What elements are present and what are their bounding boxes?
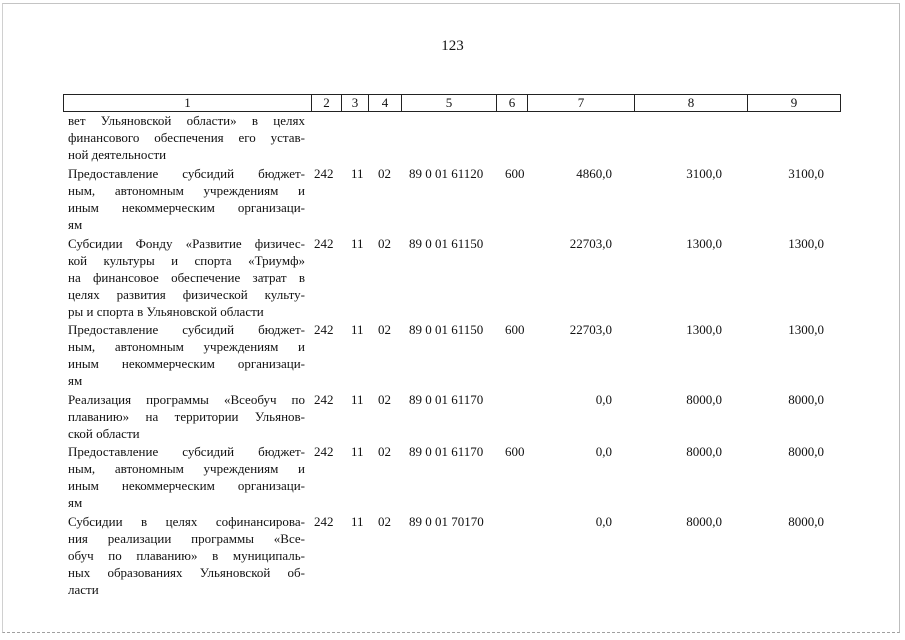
cell-col-2: 242 [314, 392, 334, 407]
row-name-line: ласти [68, 582, 99, 597]
cell-col-4: 02 [378, 236, 391, 251]
row-name-line: на финансовое обеспечение затрат в [68, 270, 305, 285]
header-col-5: 5 [402, 95, 497, 111]
row-name-line: плаванию» на территории Ульянов- [68, 409, 305, 424]
cell-col-9: 8000,0 [788, 392, 824, 407]
cell-col-7: 22703,0 [569, 236, 612, 251]
continuation-line: вет Ульяновской области» в целях [68, 113, 305, 128]
cell-col-6: 600 [505, 166, 525, 181]
row-name-line: ям [68, 373, 83, 388]
row-name-line: Предоставление субсидий бюджет- [68, 322, 305, 337]
cell-col-4: 02 [378, 166, 391, 181]
row-name-line: ния реализации программы «Все- [68, 531, 305, 546]
row-name-line: ям [68, 495, 83, 510]
row-name-line: кой культуры и спорта «Триумф» [68, 253, 305, 268]
row-name-line: Субсидии в целях софинансирова- [68, 514, 305, 529]
row-name [68, 321, 305, 389]
header-col-4: 4 [369, 95, 402, 111]
cell-col-7: 22703,0 [569, 322, 612, 337]
cell-col-3: 11 [351, 514, 364, 529]
cell-col-9: 8000,0 [788, 514, 824, 529]
row-name-line: ных образованиях Ульяновской об- [68, 565, 305, 580]
table-header [63, 94, 841, 112]
row-name-line: ской области [68, 426, 140, 441]
cell-col-8: 8000,0 [686, 444, 722, 459]
cell-col-3: 11 [351, 322, 364, 337]
cell-col-7: 0,0 [595, 392, 612, 407]
row-name-line: ным, автономным учреждениям и [68, 461, 305, 476]
row-name-line: иным некоммерческим организаци- [68, 200, 305, 215]
cell-col-5: 89 0 01 61150 [409, 236, 484, 251]
cell-col-9: 8000,0 [788, 444, 824, 459]
cell-col-5: 89 0 01 61120 [409, 166, 484, 181]
cell-col-8: 1300,0 [686, 236, 722, 251]
row-name-line: Предоставление субсидий бюджет- [68, 166, 305, 181]
header-col-3: 3 [342, 95, 369, 111]
header-col-8: 8 [635, 95, 748, 111]
row-name [68, 235, 305, 320]
cell-col-9: 1300,0 [788, 236, 824, 251]
cell-col-7: 0,0 [595, 444, 612, 459]
cell-col-6: 600 [505, 444, 525, 459]
cell-col-3: 11 [351, 236, 364, 251]
cell-col-5: 89 0 01 61170 [409, 444, 484, 459]
row-name [68, 443, 305, 511]
cell-col-3: 11 [351, 392, 364, 407]
row-name-line: обуч по плаванию» в муниципаль- [68, 548, 305, 563]
row-name-line: ры и спорта в Ульяновской области [68, 304, 264, 319]
row-name-line: иным некоммерческим организаци- [68, 478, 305, 493]
cell-col-7: 4860,0 [576, 166, 612, 181]
cell-col-5: 89 0 01 70170 [409, 514, 484, 529]
cell-col-4: 02 [378, 514, 391, 529]
cell-col-8: 1300,0 [686, 322, 722, 337]
row-name-line: иным некоммерческим организаци- [68, 356, 305, 371]
cell-col-8: 8000,0 [686, 514, 722, 529]
row-name [68, 391, 305, 442]
header-col-9: 9 [790, 95, 798, 110]
cell-col-5: 89 0 01 61150 [409, 322, 484, 337]
cell-col-2: 242 [314, 514, 334, 529]
cell-col-2: 242 [314, 166, 334, 181]
header-col-7: 7 [528, 95, 635, 111]
cell-col-6: 600 [505, 322, 525, 337]
row-name-line: Предоставление субсидий бюджет- [68, 444, 305, 459]
cell-col-4: 02 [378, 322, 391, 337]
row-name-line: ям [68, 217, 83, 232]
row-name-line: ным, автономным учреждениям и [68, 183, 305, 198]
header-col-1: 1 [64, 95, 312, 111]
header-col-6: 6 [497, 95, 528, 111]
row-name-line: Субсидии Фонду «Развитие физичес- [68, 236, 305, 251]
cell-col-7: 0,0 [595, 514, 612, 529]
cell-col-5: 89 0 01 61170 [409, 392, 484, 407]
cell-col-2: 242 [314, 236, 334, 251]
row-name-line: ным, автономным учреждениям и [68, 339, 305, 354]
continuation-line: финансового обеспечения его устав- [68, 130, 305, 145]
cell-col-4: 02 [378, 444, 391, 459]
page-number: 123 [441, 38, 464, 54]
cell-col-9: 3100,0 [788, 166, 824, 181]
cell-col-8: 8000,0 [686, 392, 722, 407]
row-name-line: Реализация программы «Всеобуч по [68, 392, 305, 407]
cell-col-2: 242 [314, 444, 334, 459]
continuation-text [68, 112, 305, 163]
cell-col-2: 242 [314, 322, 334, 337]
row-name [68, 165, 305, 233]
cell-col-4: 02 [378, 392, 391, 407]
cell-col-8: 3100,0 [686, 166, 722, 181]
cell-col-3: 11 [351, 166, 364, 181]
cell-col-3: 11 [351, 444, 364, 459]
cell-col-9: 1300,0 [788, 322, 824, 337]
continuation-line: ной деятельности [68, 147, 167, 162]
row-name-line: целях развития физической культу- [68, 287, 305, 302]
header-col-2: 2 [312, 95, 342, 111]
row-name [68, 513, 305, 598]
